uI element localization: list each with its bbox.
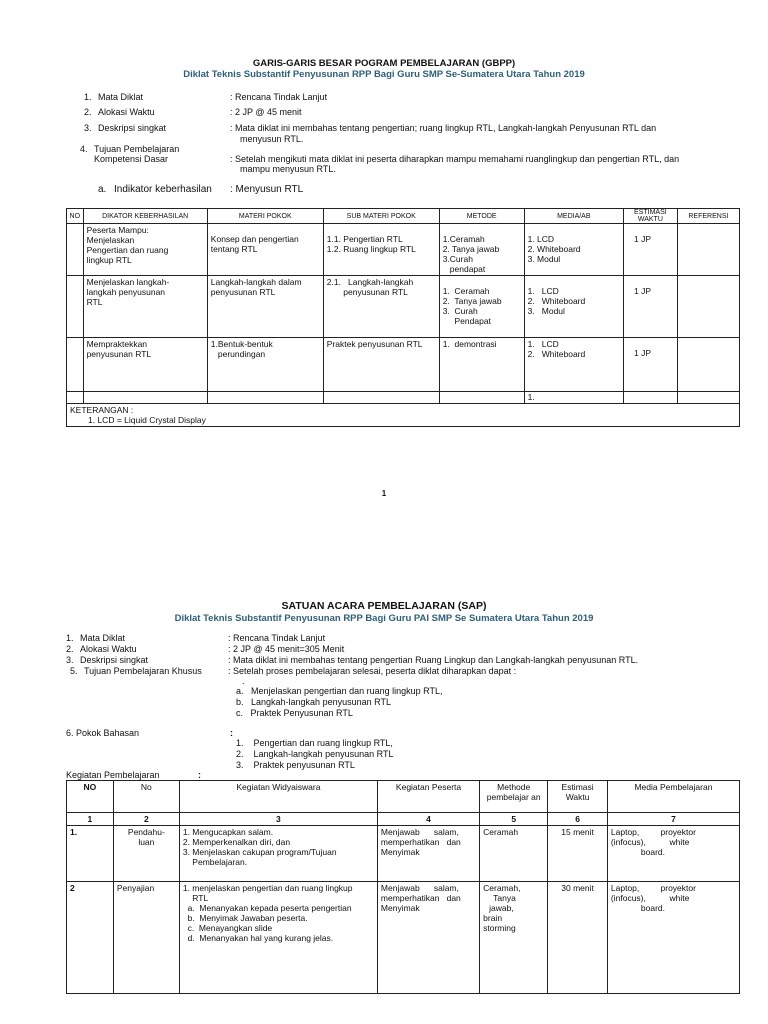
- text-line: pendapat: [442, 264, 486, 274]
- gbpp-cell-ref: [677, 276, 739, 338]
- sap-cell-waktu: 30 menit: [548, 882, 608, 994]
- sap-header-row: [67, 781, 740, 813]
- text-line: tentang RTL: [210, 244, 258, 254]
- tujuan-dot: .: [242, 676, 245, 686]
- text-line: Tanya: [493, 893, 516, 903]
- text-line: penyusunan RTL: [326, 287, 408, 297]
- keterangan-cell: [67, 404, 740, 427]
- table-row: [67, 826, 740, 882]
- text-line: Laptop, proyektor: [610, 827, 696, 837]
- text-line: storming: [483, 923, 516, 933]
- pokok-item: 3. Praktek penyusunan RTL: [236, 760, 355, 770]
- sap-info-label-1: Mata Diklat: [80, 633, 126, 643]
- sap-cell-media: [607, 882, 739, 994]
- gbpp-info-value-2: : 2 JP @ 45 menit: [230, 107, 302, 117]
- sap-cell-no: 2: [67, 882, 114, 994]
- gbpp-info-label-a: Indikator keberhasilan: [114, 184, 212, 195]
- col-number: 4: [377, 813, 479, 826]
- text-line: perundingan: [210, 349, 266, 359]
- text-line: 2. Whiteboard: [527, 296, 586, 306]
- text-line: Ceramah: [483, 827, 519, 837]
- text-line: RTL: [86, 297, 103, 307]
- text-line: 3. Modul: [527, 254, 561, 264]
- text-line: memperhatikan dan: [380, 893, 461, 903]
- gbpp-cell-media: [524, 392, 623, 404]
- gbpp-info-label-1: Mata Diklat: [98, 92, 144, 102]
- text-line: 2. Whiteboard: [527, 244, 581, 254]
- text-line: 3. Curah: [442, 306, 478, 316]
- text-line: Laptop, proyektor: [610, 883, 696, 893]
- gbpp-info-num-3: 3.: [84, 123, 92, 133]
- sap-cell-waktu: 15 menit: [548, 826, 608, 882]
- text-line: 1. LCD: [527, 339, 559, 349]
- text-line: Pengertian dan ruang: [86, 245, 169, 255]
- gbpp-info-num-a: a.: [98, 184, 107, 195]
- gbpp-cell-waktu: 1 JP: [623, 224, 677, 276]
- col-number: 6: [548, 813, 608, 826]
- col-number: 2: [113, 813, 179, 826]
- sap-cell-media: [607, 826, 739, 882]
- gbpp-cell-media: [524, 338, 623, 392]
- tujuan-item: b. Langkah-langkah penyusunan RTL: [236, 697, 391, 707]
- text-line: b. Menyimak Jawaban peserta.: [182, 913, 308, 923]
- text-line: Ceramah,: [483, 883, 521, 893]
- sap-cell-metode: [480, 826, 548, 882]
- pokok-bahasan-label: 6. Pokok Bahasan: [66, 728, 140, 738]
- keterangan-row: [67, 404, 740, 427]
- text-line: 1.Ceramah: [442, 234, 485, 244]
- table-row: [67, 392, 740, 404]
- text-line: Menjawab salam,: [380, 883, 459, 893]
- sap-info-num-1: 1.: [66, 633, 74, 643]
- gbpp-cell-indikator: [83, 224, 207, 276]
- sap-title: SATUAN ACARA PEMBELAJARAN (SAP): [281, 600, 487, 612]
- gbpp-info-num-2: 2.: [84, 107, 92, 117]
- gbpp-cell-sub: [323, 276, 439, 338]
- sap-info-label-2: Alokasi Waktu: [80, 644, 137, 654]
- gbpp-info-value-3: : Mata diklat ini membahas tentang pengertian; ruang lingkup RTL, Langkah-langkah Penyusunan RTL dan: [230, 123, 657, 133]
- gbpp-header-metode: METODE: [439, 209, 524, 224]
- text-line: 1.1. Pengertian RTL: [326, 234, 403, 244]
- text-line: 2.1. Langkah-langkah: [326, 277, 414, 287]
- sap-info-label-5: Tujuan Pembelajaran Khusus: [84, 666, 202, 676]
- text-line: Konsep dan pengertian: [210, 234, 299, 244]
- sap-header-peserta: Kegiatan Peserta: [377, 781, 479, 813]
- sap-header-media: Media Pembelajaran: [607, 781, 739, 813]
- sap-cell-no: 1.: [67, 826, 114, 882]
- text-line: langkah penyusunan: [86, 287, 166, 297]
- page-number: 1: [381, 489, 387, 498]
- text-line: memperhatikan dan: [380, 837, 461, 847]
- tujuan-item: a. Menjelaskan pengertian dan ruang lingkup RTL,: [236, 686, 443, 696]
- sap-info-num-2: 2.: [66, 644, 74, 654]
- sap-subtitle: Diklat Teknis Substantif Penyusunan RPP Bagi Guru PAI SMP Se Sumatera Utara Tahun 2019: [174, 613, 594, 624]
- text-line: Menjelaskan: [86, 235, 135, 245]
- gbpp-info-value-4b: mampu menyusun RTL.: [240, 164, 336, 174]
- text-line: Menyimak: [380, 903, 420, 913]
- gbpp-header-indikator: DIKATOR KEBERHASILAN: [83, 209, 207, 224]
- gbpp-subtitle: Diklat Teknis Substantif Penyusunan RPP Bagi Guru SMP Se-Sumatera Utara Tahun 2019: [183, 69, 585, 80]
- text-line: 3. Menjelaskan cakupan program/Tujuan: [182, 847, 337, 857]
- table-row: [67, 882, 740, 994]
- text-line: (infocus), white: [610, 893, 690, 903]
- text-line: 1. LCD: [527, 286, 559, 296]
- keterangan-label: KETERANGAN :: [70, 405, 134, 415]
- text-line: board.: [640, 903, 666, 913]
- sap-info-value-5: : Setelah proses pembelajaran selesai, peserta diklat diharapkan dapat :: [228, 666, 517, 676]
- text-line: d. Menanyakan hal yang kurang jelas.: [182, 933, 334, 943]
- gbpp-cell-waktu: [623, 392, 677, 404]
- keterangan-item: 1. LCD = Liquid Crystal Display: [88, 415, 206, 425]
- text-line: (infocus), white: [610, 837, 690, 847]
- text-line: brain: [483, 913, 503, 923]
- text-line: RTL: [182, 893, 209, 903]
- text-line: a. Menanyakan kepada peserta pengertian: [182, 903, 352, 913]
- gbpp-cell-waktu: 1 JP: [623, 338, 677, 392]
- gbpp-cell-materi: [207, 224, 323, 276]
- sap-header-tahap: No: [113, 781, 179, 813]
- gbpp-header-waktu: ESTIMASI WAKTU: [623, 209, 677, 224]
- table-row: [67, 224, 740, 276]
- text-line: 1. Ceramah: [442, 286, 490, 296]
- text-line: c. Menayangkan slide: [182, 923, 273, 933]
- gbpp-info-label-3: Deskripsi singkat: [98, 123, 167, 133]
- text-line: Pembelajaran.: [182, 857, 248, 867]
- text-line: lingkup RTL: [86, 255, 132, 265]
- text-line: 1. LCD: [527, 234, 555, 244]
- text-line: 1.Bentuk-bentuk: [210, 339, 273, 349]
- sap-header-widyaiswara: Kegiatan Widyaiswara: [179, 781, 377, 813]
- gbpp-cell-sub: [323, 392, 439, 404]
- gbpp-cell-materi: [207, 338, 323, 392]
- gbpp-header-referensi: REFERENSI: [677, 209, 739, 224]
- gbpp-info-value-4: : Setelah mengikuti mata diklat ini peserta diharapkan mampu memahami ruanglingkup dan pengertian RTL, dan: [230, 154, 680, 164]
- gbpp-header-media: MEDIA/AB: [524, 209, 623, 224]
- text-line: 3. Modul: [527, 306, 565, 316]
- text-line: Peserta Mampu:: [86, 225, 149, 235]
- gbpp-info-num-4: 4.: [80, 144, 88, 154]
- gbpp-info-num-1: 1.: [84, 92, 92, 102]
- pokok-item: 1. Pengertian dan ruang lingkup RTL,: [236, 738, 393, 748]
- table-row: [67, 338, 740, 392]
- text-line: Mempraktekkan: [86, 339, 148, 349]
- sap-header-waktu: Estimasi Waktu: [548, 781, 608, 813]
- sap-info-num-5: 5.: [70, 666, 78, 676]
- text-line: 1.: [527, 392, 535, 402]
- gbpp-header-no: NO: [67, 209, 84, 224]
- table-row: [67, 276, 740, 338]
- text-line: Menjawab salam,: [380, 827, 459, 837]
- kegiatan-label: Kegiatan Pembelajaran: [66, 770, 160, 780]
- text-line: Menyimak: [380, 847, 420, 857]
- col-number: 3: [179, 813, 377, 826]
- text-line: 1. demontrasi: [442, 339, 497, 349]
- tujuan-item: c. Praktek Penyusunan RTL: [236, 708, 353, 718]
- gbpp-info-label-4b: Kompetensi Dasar: [94, 154, 169, 164]
- gbpp-cell-ref: [677, 224, 739, 276]
- gbpp-table: [66, 208, 740, 427]
- text-line: jawab,: [489, 903, 514, 913]
- sap-header-no: NO: [67, 781, 114, 813]
- sap-cell-metode: [480, 882, 548, 994]
- gbpp-info-value-1: : Rencana Tindak Lanjut: [230, 92, 328, 102]
- col-number: 7: [607, 813, 739, 826]
- gbpp-cell-media: [524, 276, 623, 338]
- text-line: Pendahu-: [127, 827, 165, 837]
- sap-cell-peserta: [377, 826, 479, 882]
- text-line: 3.Curah: [442, 254, 473, 264]
- gbpp-cell-ref: [677, 338, 739, 392]
- text-line: board.: [640, 847, 666, 857]
- gbpp-cell-materi: [207, 276, 323, 338]
- sap-info-value-2: : 2 JP @ 45 menit=305 Menit: [228, 644, 345, 654]
- sap-info-label-3: Deskripsi singkat: [80, 655, 149, 665]
- sap-cell-widyaiswara: [179, 882, 377, 994]
- gbpp-header-sub: SUB MATERI POKOK: [323, 209, 439, 224]
- gbpp-cell-no: [67, 392, 84, 404]
- text-line: Langkah-langkah dalam: [210, 277, 302, 287]
- gbpp-cell-media: [524, 224, 623, 276]
- text-line: Menjelaskan langkah-: [86, 277, 170, 287]
- gbpp-header-materi: MATERI POKOK: [207, 209, 323, 224]
- sap-cell-peserta: [377, 882, 479, 994]
- gbpp-header-row: [67, 209, 740, 224]
- text-line: Praktek penyusunan RTL: [326, 339, 423, 349]
- gbpp-cell-metode: [439, 224, 524, 276]
- sap-cell-tahap: [113, 882, 179, 994]
- text-line: Pendapat: [442, 316, 491, 326]
- gbpp-info-label-4: Tujuan Pembelajaran: [94, 144, 180, 154]
- pokok-bahasan-colon: :: [230, 728, 233, 738]
- text-line: Penyajian: [116, 883, 155, 893]
- text-line: penyusunan RTL: [210, 287, 276, 297]
- gbpp-cell-indikator: [83, 392, 207, 404]
- sap-cell-tahap: [113, 826, 179, 882]
- text-line: 2. Memperkenalkan diri, dan: [182, 837, 291, 847]
- sap-info-num-3: 3.: [66, 655, 74, 665]
- sap-header-metode: Methode pembelajar an: [480, 781, 548, 813]
- text-line: penyusunan RTL: [86, 349, 152, 359]
- sap-info-value-3: : Mata diklat ini membahas tentang pengertian Ruang Lingkup dan Langkah-langkah penyusunan RTL.: [228, 655, 639, 665]
- gbpp-cell-sub: [323, 338, 439, 392]
- gbpp-cell-indikator: [83, 338, 207, 392]
- gbpp-info-value-a: : Menyusun RTL: [230, 184, 304, 195]
- sap-colnum-row: [67, 813, 740, 826]
- gbpp-cell-metode: [439, 338, 524, 392]
- sap-cell-widyaiswara: [179, 826, 377, 882]
- text-line: 2. Tanya jawab: [442, 296, 502, 306]
- gbpp-cell-sub: [323, 224, 439, 276]
- pokok-item: 2. Langkah-langkah penyusunan RTL: [236, 749, 394, 759]
- text-line: 2. Whiteboard: [527, 349, 586, 359]
- gbpp-cell-ref: [677, 392, 739, 404]
- gbpp-cell-no: [67, 276, 84, 338]
- text-line: 1. menjelaskan pengertian dan ruang lingkup: [182, 883, 353, 893]
- sap-info-value-1: : Rencana Tindak Lanjut: [228, 633, 326, 643]
- gbpp-cell-metode: [439, 276, 524, 338]
- col-number: 5: [480, 813, 548, 826]
- gbpp-cell-materi: [207, 392, 323, 404]
- text-line: 2. Tanya jawab: [442, 244, 500, 254]
- gbpp-cell-metode: [439, 392, 524, 404]
- gbpp-info-value-3b: menyusun RTL.: [240, 134, 304, 144]
- gbpp-cell-waktu: 1 JP: [623, 276, 677, 338]
- gbpp-info-label-2: Alokasi Waktu: [98, 107, 155, 117]
- gbpp-cell-indikator: [83, 276, 207, 338]
- text-line: 1. Mengucapkan salam.: [182, 827, 274, 837]
- sap-table: [66, 780, 740, 994]
- text-line: 1.2. Ruang lingkup RTL: [326, 244, 416, 254]
- gbpp-title: GARIS-GARIS BESAR POGRAM PEMBELAJARAN (GBPP): [252, 58, 516, 69]
- text-line: luan: [138, 837, 155, 847]
- gbpp-cell-no: [67, 338, 84, 392]
- kegiatan-colon: :: [198, 770, 201, 780]
- col-number: 1: [67, 813, 114, 826]
- gbpp-cell-no: [67, 224, 84, 276]
